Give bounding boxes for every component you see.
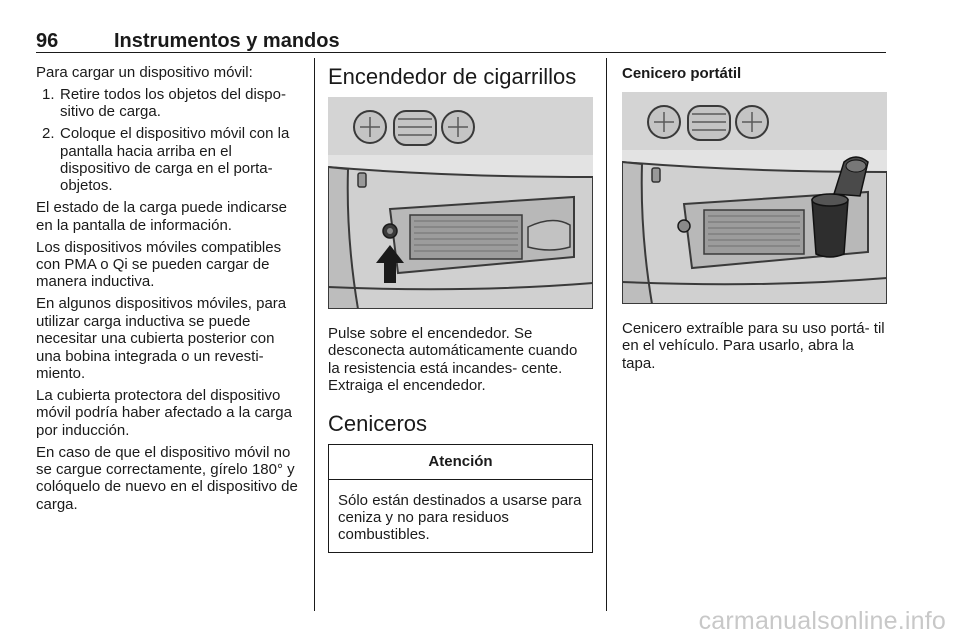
step-text: Coloque el dispositivo móvil con la pantalla hacia arriba en el dispositivo de carga en el porta- objetos. bbox=[60, 125, 290, 195]
lighter-illustration bbox=[328, 97, 593, 309]
portable-ashtray-heading: Cenicero portátil bbox=[622, 65, 742, 82]
caution-box bbox=[328, 444, 593, 553]
ashtray-description: Cenicero extraíble para su uso portá- til en el vehículo. Para usarlo, abra la tapa. bbox=[622, 320, 885, 372]
ashtrays-heading: Ceniceros bbox=[328, 410, 428, 436]
charging-intro: Para cargar un dispositivo móvil: bbox=[36, 64, 253, 81]
column-ashtray bbox=[622, 64, 887, 377]
running-title: Instrumentos y mandos bbox=[114, 30, 340, 52]
paragraph: En algunos dispositivos móviles, para utilizar carga inductiva se puede necesitar una cubierta posterior con una bobina integrada o un revesti- miento. bbox=[36, 295, 287, 382]
column-charging bbox=[36, 64, 302, 518]
paragraph: El estado de la carga puede indicarse en la pantalla de información. bbox=[36, 199, 288, 234]
column-lighter bbox=[328, 64, 593, 553]
page-number: 96 bbox=[36, 30, 59, 52]
step-number: 2. bbox=[42, 125, 55, 143]
caution-title: Atención bbox=[329, 445, 592, 480]
column-divider-1 bbox=[314, 58, 315, 611]
page-header bbox=[36, 30, 886, 52]
lighter-heading: Encendedor de cigarrillos bbox=[328, 64, 577, 89]
lighter-figure bbox=[328, 97, 593, 309]
ashtray-figure bbox=[622, 92, 887, 304]
step-number: 1. bbox=[42, 85, 55, 103]
column-divider-2 bbox=[606, 58, 607, 611]
paragraph: En caso de que el dispositivo móvil no se cargue correctamente, gírelo 180° y colóquelo de nuevo en el dispositivo de carga. bbox=[36, 443, 298, 513]
paragraph: La cubierta protectora del dispositivo móvil podría haber afectado a la carga por inducción. bbox=[36, 386, 292, 439]
header-rule bbox=[36, 52, 886, 53]
lighter-instructions: Pulse sobre el encendedor. Se desconecta automáticamente cuando la resistencia está incandes- cente. Extraiga el encendedor. bbox=[328, 325, 578, 395]
step-item bbox=[36, 86, 302, 121]
paragraph: Los dispositivos móviles compatibles con PMA o Qi se pueden cargar de manera inductiva. bbox=[36, 238, 282, 291]
caution-text: Sólo están destinados a usarse para ceniza y no para residuos combustibles. bbox=[338, 491, 582, 544]
step-text: Retire todos los objetos del dispo- sitivo de carga. bbox=[60, 85, 286, 121]
charging-steps bbox=[36, 86, 302, 195]
ashtray-illustration bbox=[622, 92, 887, 304]
step-item bbox=[36, 125, 302, 195]
watermark: carmanualsonline.info bbox=[698, 607, 946, 635]
